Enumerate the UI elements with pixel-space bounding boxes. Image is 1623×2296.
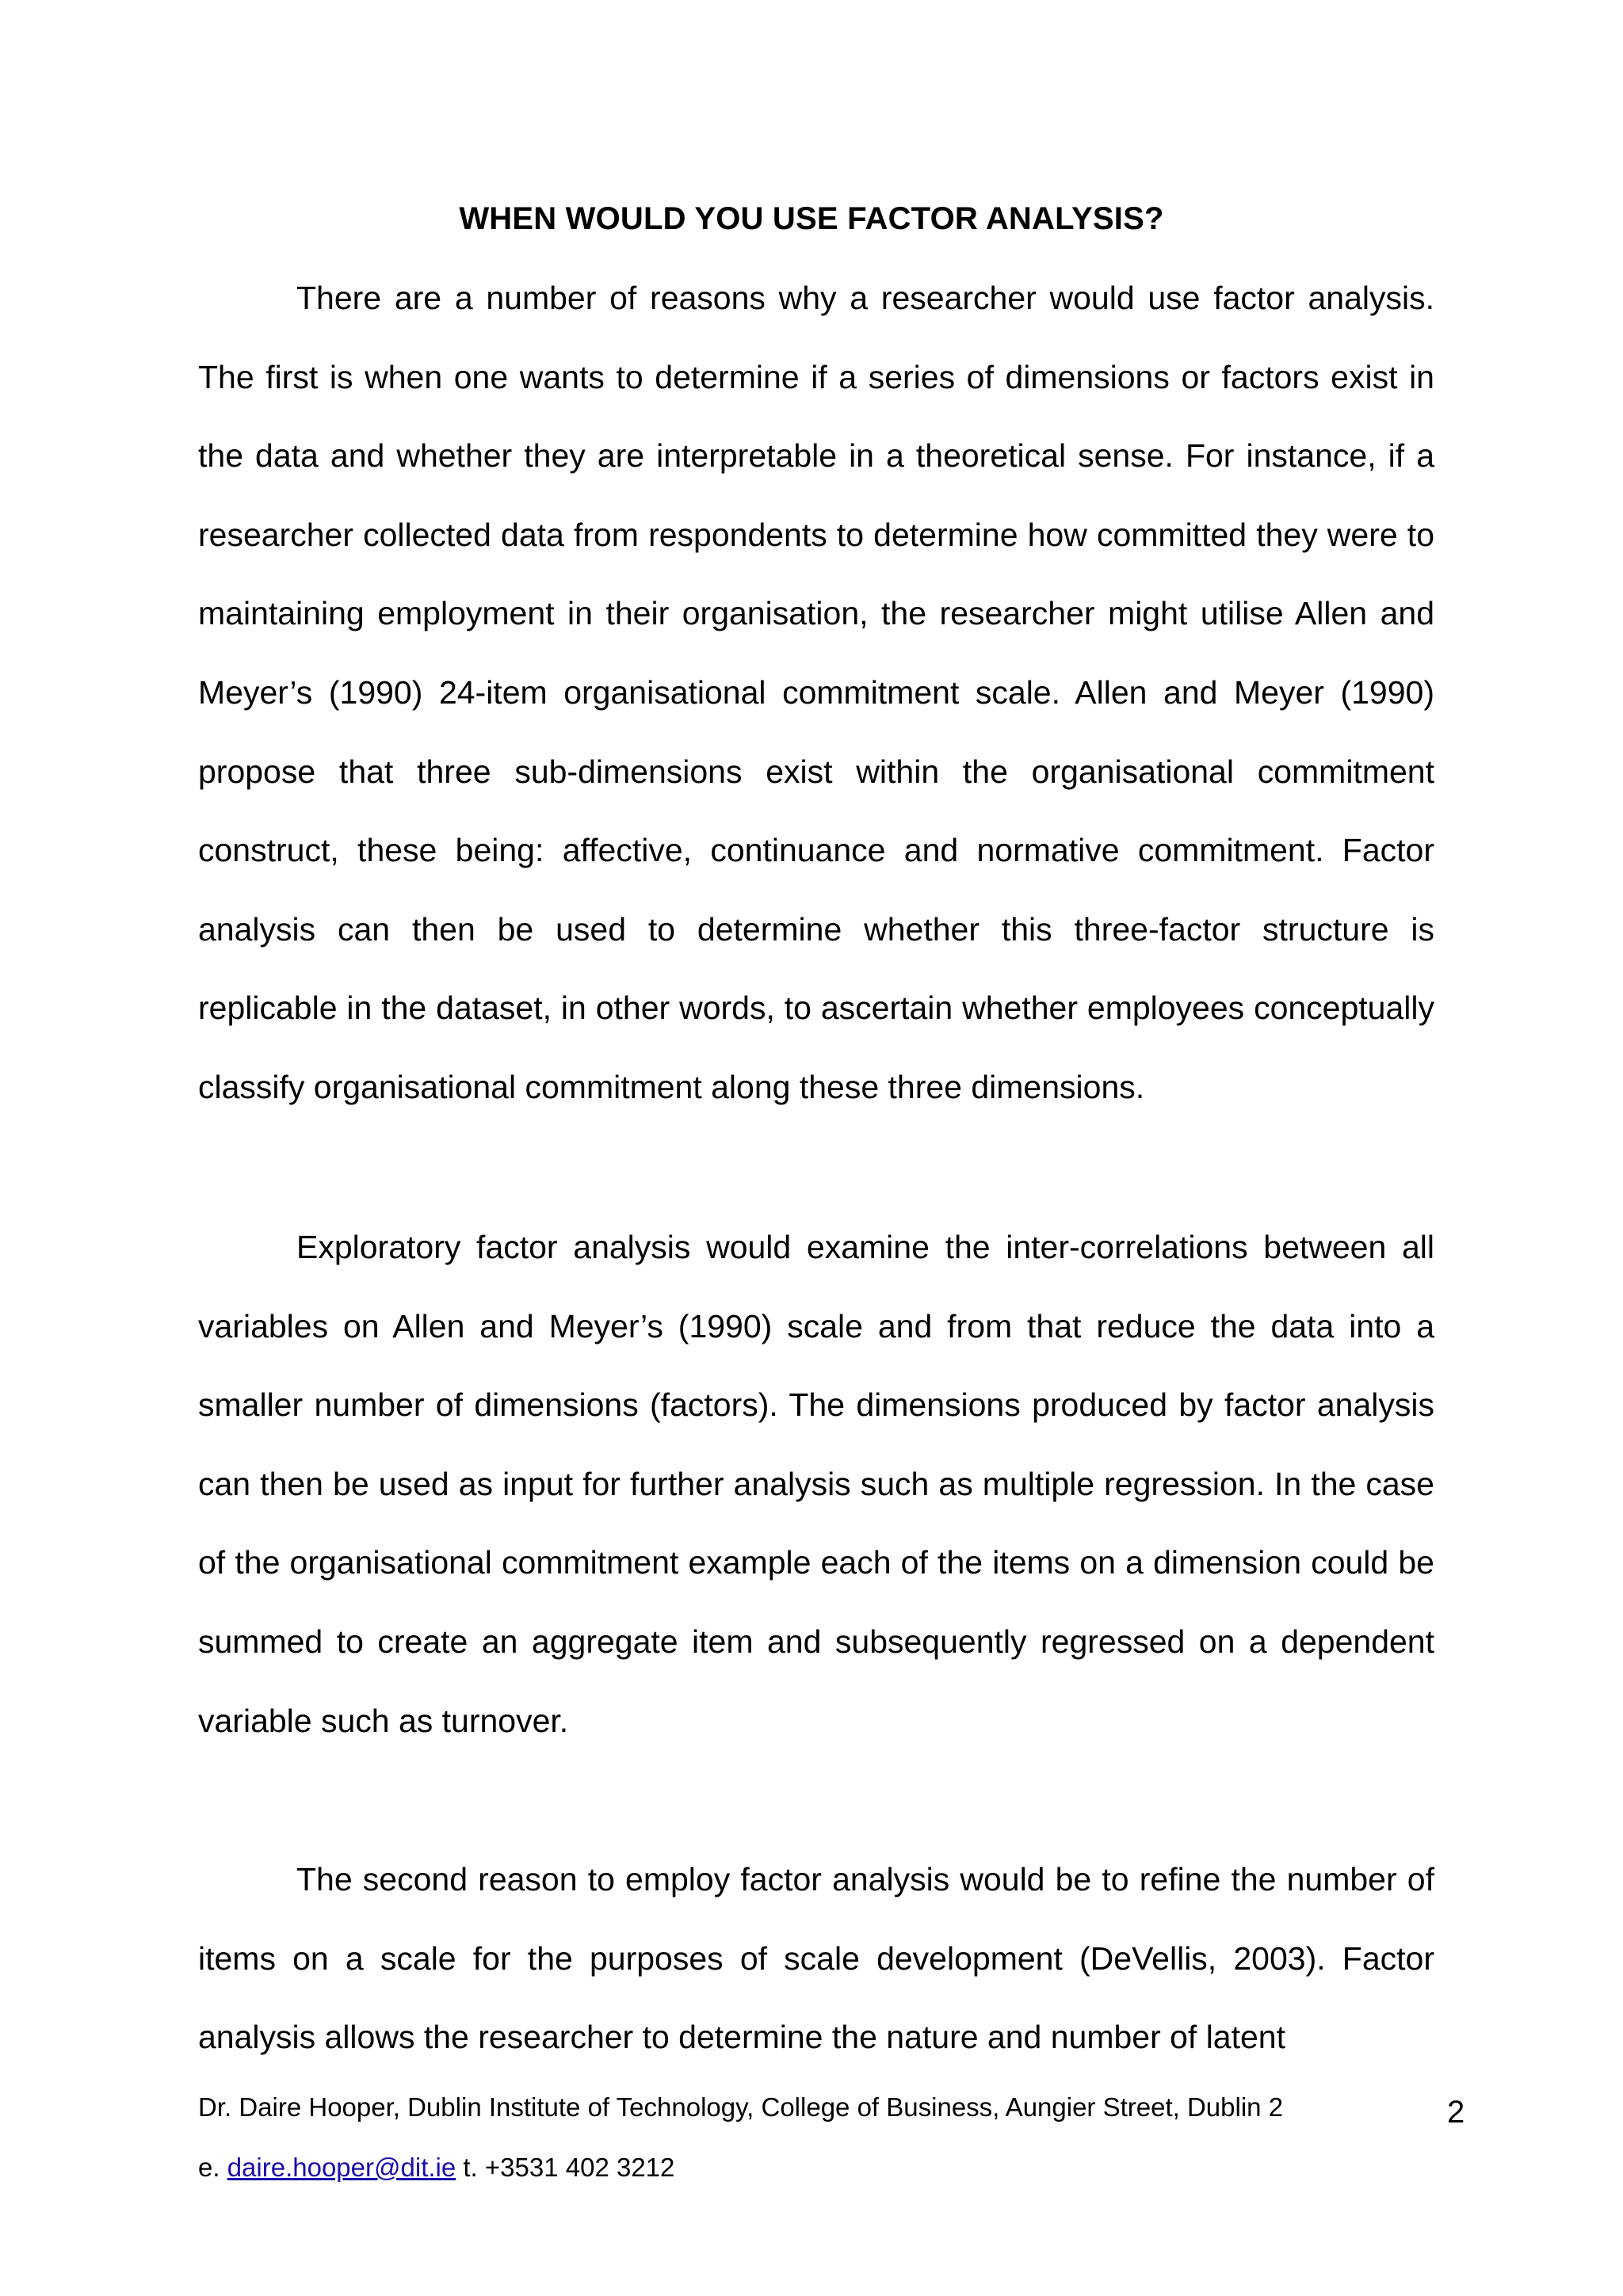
paragraph-second-reason: The second reason to employ factor analysis would be to refine the number of items on a scale for the purposes of scale development (DeVellis, 2003). Factor analysis allows the researcher to determine the nature and number of latent [198,1861,1434,2056]
footer-author-line: Dr. Daire Hooper, Dublin Institute of Technology, College of Business, Aungier Street, Dublin 2 [198,2092,1284,2122]
footer-email-prefix: e. [198,2153,220,2182]
footer-email-link[interactable]: daire.hooper@dit.ie [227,2153,456,2182]
paragraph-exploratory: Exploratory factor analysis would examine the inter-correlations between all variables on Allen and Meyer’s (1990) scale and from that reduce the data into a smaller number of dimensions (factors). The dimensions produced by factor analysis can then be used as input for further analysis such as multiple regression. In the case of the organisational commitment example each of the items on a dimension could be summed to create an aggregate item and subsequently regressed on a dependent variable such as turnover. [198,1229,1434,1739]
footer-phone: t. +3531 402 3212 [463,2153,675,2182]
paragraph-reasons: There are a number of reasons why a researcher would use factor analysis. The first is when one wants to determine if a series of dimensions or factors exist in the data and whether they are interpretable in a theoretical sense. For instance, if a researcher collected data from respondents to determine how committed they were to maintaining employment in their organisation, the researcher might utilise Allen and Meyer’s (1990) 24-item organisational commitment scale. Allen and Meyer (1990) propose that three sub-dimensions exist within the organisational commitment construct, these being: affective, continuance and normative commitment. Factor analysis can then be used to determine whether this three-factor structure is replicable in the dataset, in other words, to ascertain whether employees conceptually classify organisational commitment along these three dimensions. [198,280,1434,1105]
page-number: 2 [1447,2095,1465,2130]
footer-contact-line [198,2150,674,2185]
section-heading: WHEN WOULD YOU USE FACTOR ANALYSIS? [459,201,1164,236]
